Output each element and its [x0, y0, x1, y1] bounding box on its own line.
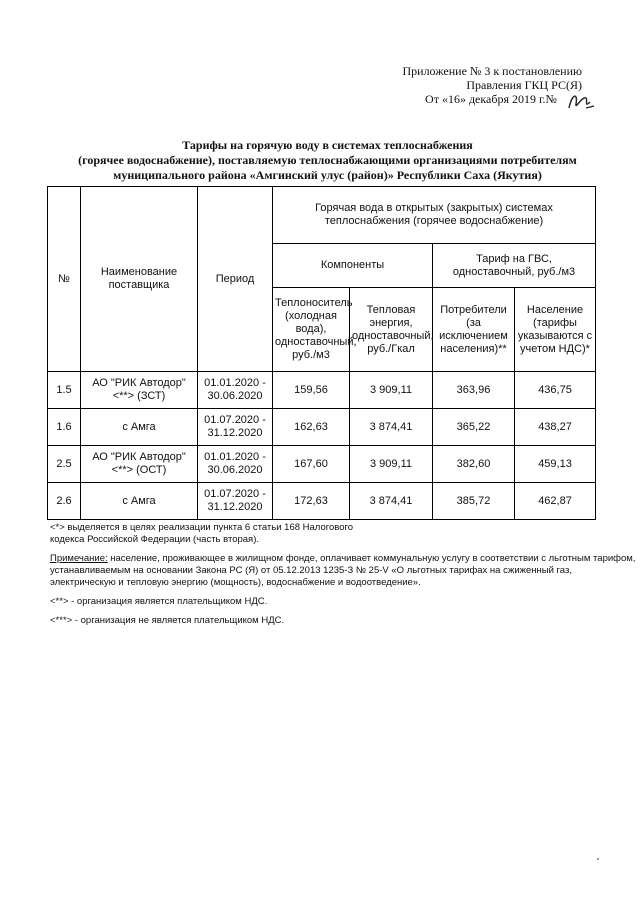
row-energy: 3 909,11 [350, 372, 433, 409]
document-title [40, 138, 615, 183]
row-carrier: 159,56 [273, 372, 350, 409]
footnote-vat-rule: <*> выделяется в целях реализации пункта 6 статьи 168 Налогового кодекса Российской Федерации (часть вторая). [50, 522, 354, 545]
row-period: 01.01.2020 - 30.06.2020 [198, 446, 273, 483]
header-consumers: Потребители (за исключением населения)** [433, 288, 515, 372]
row-energy: 3 874,41 [350, 483, 433, 520]
title-line-1: Тарифы на горячую воду в системах теплоснабжения [182, 138, 473, 152]
appendix-date: От «16» декабря 2019 г.№ [425, 92, 560, 106]
header-period: Период [198, 187, 273, 372]
footnotes [50, 522, 640, 627]
appendix-line-2: Правления ГКЦ РС(Я) [466, 78, 582, 92]
row-consumers: 382,60 [433, 446, 515, 483]
row-num: 1.6 [48, 409, 81, 446]
row-consumers: 365,22 [433, 409, 515, 446]
row-supplier: с Амга [81, 409, 198, 446]
table-row [48, 483, 596, 520]
header-components: Компоненты [273, 244, 433, 288]
row-population: 462,87 [515, 483, 596, 520]
row-carrier: 167,60 [273, 446, 350, 483]
header-carrier: Теплоноситель (холодная вода), одноставочный, руб./м3 [273, 288, 350, 372]
row-supplier: АО "РИК Автодор" <**> (ОСТ) [81, 446, 198, 483]
row-population: 438,27 [515, 409, 596, 446]
title-line-2: (горячее водоснабжение), поставляемую теплоснабжающими организациями потребителям [78, 153, 577, 167]
row-population: 436,75 [515, 372, 596, 409]
row-period: 01.07.2020 - 31.12.2020 [198, 483, 273, 520]
row-carrier: 162,63 [273, 409, 350, 446]
table-row [48, 446, 596, 483]
header-hot-water: Горячая вода в открытых (закрытых) системах теплоснабжения (горячее водоснабжение) [273, 187, 596, 244]
row-num: 1.5 [48, 372, 81, 409]
signature-icon [566, 88, 596, 114]
header-supplier: Наименование поставщика [81, 187, 198, 372]
table-row [48, 372, 596, 409]
row-consumers: 385,72 [433, 483, 515, 520]
remark-label: Примечание: [50, 553, 108, 564]
footnote-remark [50, 553, 640, 589]
appendix-line-1: Приложение № 3 к постановлению [402, 64, 582, 78]
footnote-non-vat-payer: <***> - организация не является плательщиком НДС. [50, 615, 285, 626]
row-num: 2.6 [48, 483, 81, 520]
appendix-line-3 [402, 92, 582, 106]
appendix-block [402, 64, 582, 106]
row-energy: 3 874,41 [350, 409, 433, 446]
footnote-vat-payer: <**> - организация является плательщиком НДС. [50, 596, 268, 607]
row-carrier: 172,63 [273, 483, 350, 520]
row-energy: 3 909,11 [350, 446, 433, 483]
table-row [48, 409, 596, 446]
header-population: Население (тарифы указываются с учетом НДС)* [515, 288, 596, 372]
row-supplier: АО "РИК Автодор" <**> (ЗСТ) [81, 372, 198, 409]
header-energy: Тепловая энергия, одноставочный, руб./Гкал [350, 288, 433, 372]
row-consumers: 363,96 [433, 372, 515, 409]
row-num: 2.5 [48, 446, 81, 483]
row-supplier: с Амга [81, 483, 198, 520]
row-population: 459,13 [515, 446, 596, 483]
row-period: 01.07.2020 - 31.12.2020 [198, 409, 273, 446]
tariff-table [47, 186, 596, 520]
title-line-3: муниципального района «Амгинский улус (район)» Республики Саха (Якутия) [113, 168, 542, 182]
scan-speck [597, 858, 599, 860]
row-period: 01.01.2020 - 30.06.2020 [198, 372, 273, 409]
header-num: № [48, 187, 81, 372]
header-tariff: Тариф на ГВС, одноставочный, руб./м3 [433, 244, 596, 288]
remark-text: население, проживающее в жилищном фонде, оплачивает коммунальную услугу в соответствии с льготным тарифом, устанавливаемым на основании Закона РС (Я) от 05.12.2013 1235-З № 25-V «О льготных тарифах на сжиженный газ, электрическую и тепловую энергию (мощность), водоснабжение и водоотведение». [50, 553, 636, 588]
